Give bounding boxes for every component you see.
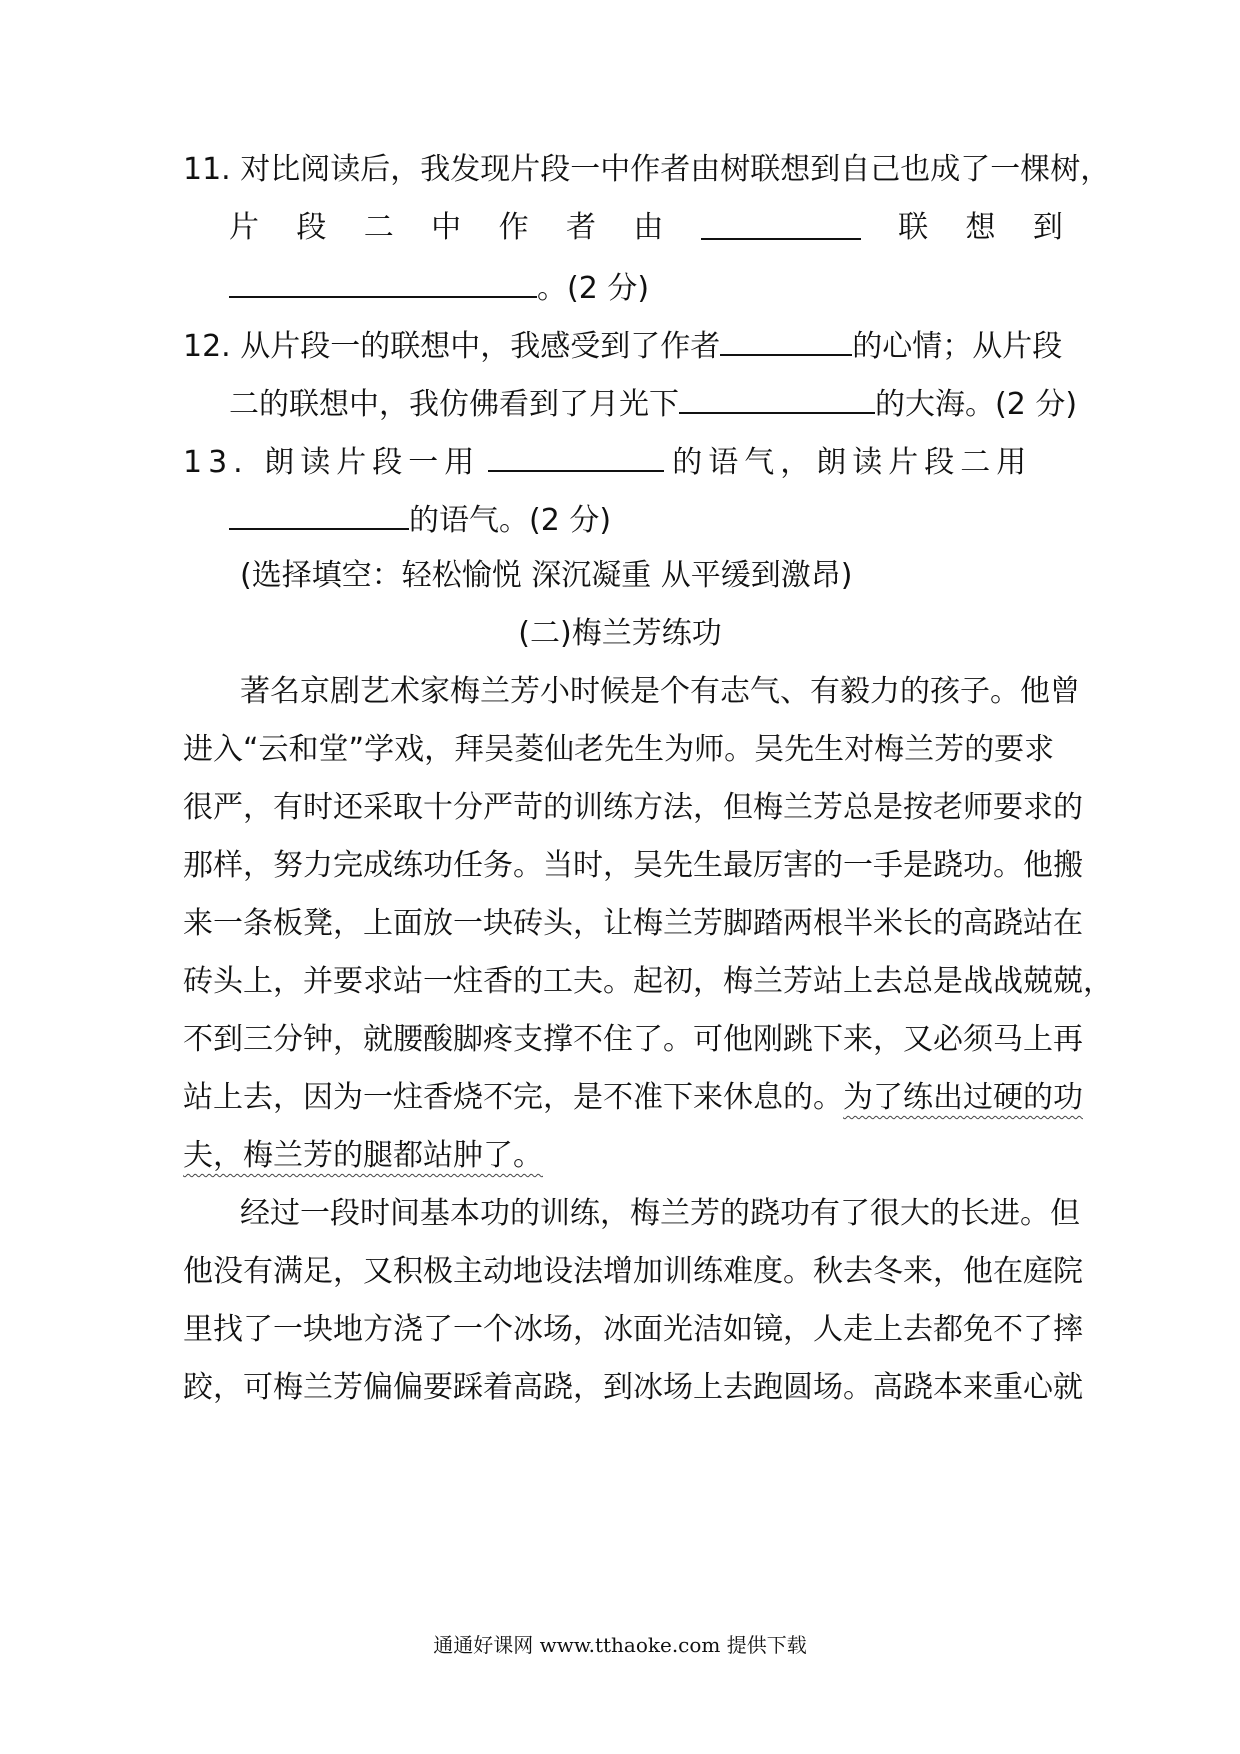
passage-line <box>183 1078 1083 1118</box>
q12-line2 <box>229 382 1077 425</box>
passage-line: 跤，可梅兰芳偏偏要踩着高跷，到冰场上去跑圆场。高跷本来重心就 <box>183 1370 1083 1405</box>
q11-answer-blank-2[interactable] <box>229 266 537 298</box>
q11-char: 作 <box>498 210 529 245</box>
q11-char: 片 <box>229 210 259 245</box>
q12-text-start: 12. 从片段一的联想中，我感受到了作者 <box>183 329 721 364</box>
q13-line2 <box>229 498 611 541</box>
passage-line: 著名京剧艺术家梅兰芳小时候是个有志气、有毅力的孩子。他曾 <box>240 674 1080 709</box>
underlined-sentence: 夫，梅兰芳的腿都站肿了。 <box>183 1138 543 1173</box>
q12-text-end: 的心情；从片段 <box>852 329 1063 364</box>
q12-answer-blank-1[interactable] <box>720 324 852 356</box>
q11-char: 段 <box>296 210 327 245</box>
passage-line: 砖头上，并要求站一炷香的工夫。起初，梅兰芳站上去总是战战兢兢， <box>183 964 1113 999</box>
q12-answer-blank-2[interactable] <box>679 382 875 414</box>
q13-score: 的语气。(2 分) <box>409 503 612 538</box>
passage-line: 不到三分钟，就腰酸脚疼支撑不住了。可他刚跳下来，又必须马上再 <box>183 1022 1083 1057</box>
q11-char: 中 <box>431 210 462 245</box>
underlined-sentence: 为了练出过硬的功 <box>843 1080 1083 1115</box>
q11-line3 <box>229 266 649 309</box>
q12-line1 <box>183 324 1063 367</box>
q13-text-start: 13. 朗读片段一用 <box>183 445 481 480</box>
q11-char: 到 <box>1032 210 1063 245</box>
q11-char: 者 <box>565 210 596 245</box>
q12-score: 的大海。(2 分) <box>875 387 1078 422</box>
passage-text: 站上去，因为一炷香烧不完，是不准下来休息的。 <box>183 1080 843 1115</box>
passage-line: 他没有满足，又积极主动地设法增加训练难度。秋去冬来，他在庭院 <box>183 1254 1083 1289</box>
passage-line <box>183 1136 543 1176</box>
choice-hint: (选择填空：轻松愉悦 深沉凝重 从平缓到激昂) <box>240 558 853 593</box>
q13-text-end: 的语气，朗读片段二用 <box>672 445 1033 480</box>
q13-line1 <box>183 440 1063 483</box>
passage-line: 来一条板凳，上面放一块砖头，让梅兰芳脚踏两根半米长的高跷站在 <box>183 906 1083 941</box>
passage-line: 里找了一块地方浇了一个冰场，冰面光洁如镜，人走上去都免不了摔 <box>183 1312 1083 1347</box>
q13-answer-blank-1[interactable] <box>488 440 664 472</box>
q11-score: 。(2 分) <box>537 271 650 306</box>
passage-line: 进入“云和堂”学戏，拜吴菱仙老先生为师。吴先生对梅兰芳的要求 <box>183 732 1055 767</box>
q13-answer-blank-2[interactable] <box>229 498 409 530</box>
q11-answer-blank-1[interactable] <box>701 208 861 240</box>
passage-line: 那样，努力完成练功任务。当时，吴先生最厉害的一手是跷功。他搬 <box>183 848 1083 883</box>
section-title: (二)梅兰芳练功 <box>518 616 722 651</box>
q11-line1: 11. 对比阅读后，我发现片段一中作者由树联想到自己也成了一棵树， <box>183 152 1111 187</box>
q11-char: 由 <box>633 210 664 245</box>
passage-line: 很严，有时还采取十分严苛的训练方法，但梅兰芳总是按老师要求的 <box>183 790 1083 825</box>
q12-text-start-2: 二的联想中，我仿佛看到了月光下 <box>229 387 679 422</box>
q11-char: 联 <box>898 210 929 245</box>
q11-line2 <box>229 208 1063 248</box>
passage-line: 经过一段时间基本功的训练，梅兰芳的跷功有了很大的长进。但 <box>240 1196 1080 1231</box>
q11-char: 想 <box>965 210 996 245</box>
q11-char: 二 <box>363 210 394 245</box>
footer-source: 通通好课网 www.tthaoke.com 提供下载 <box>433 1633 807 1657</box>
